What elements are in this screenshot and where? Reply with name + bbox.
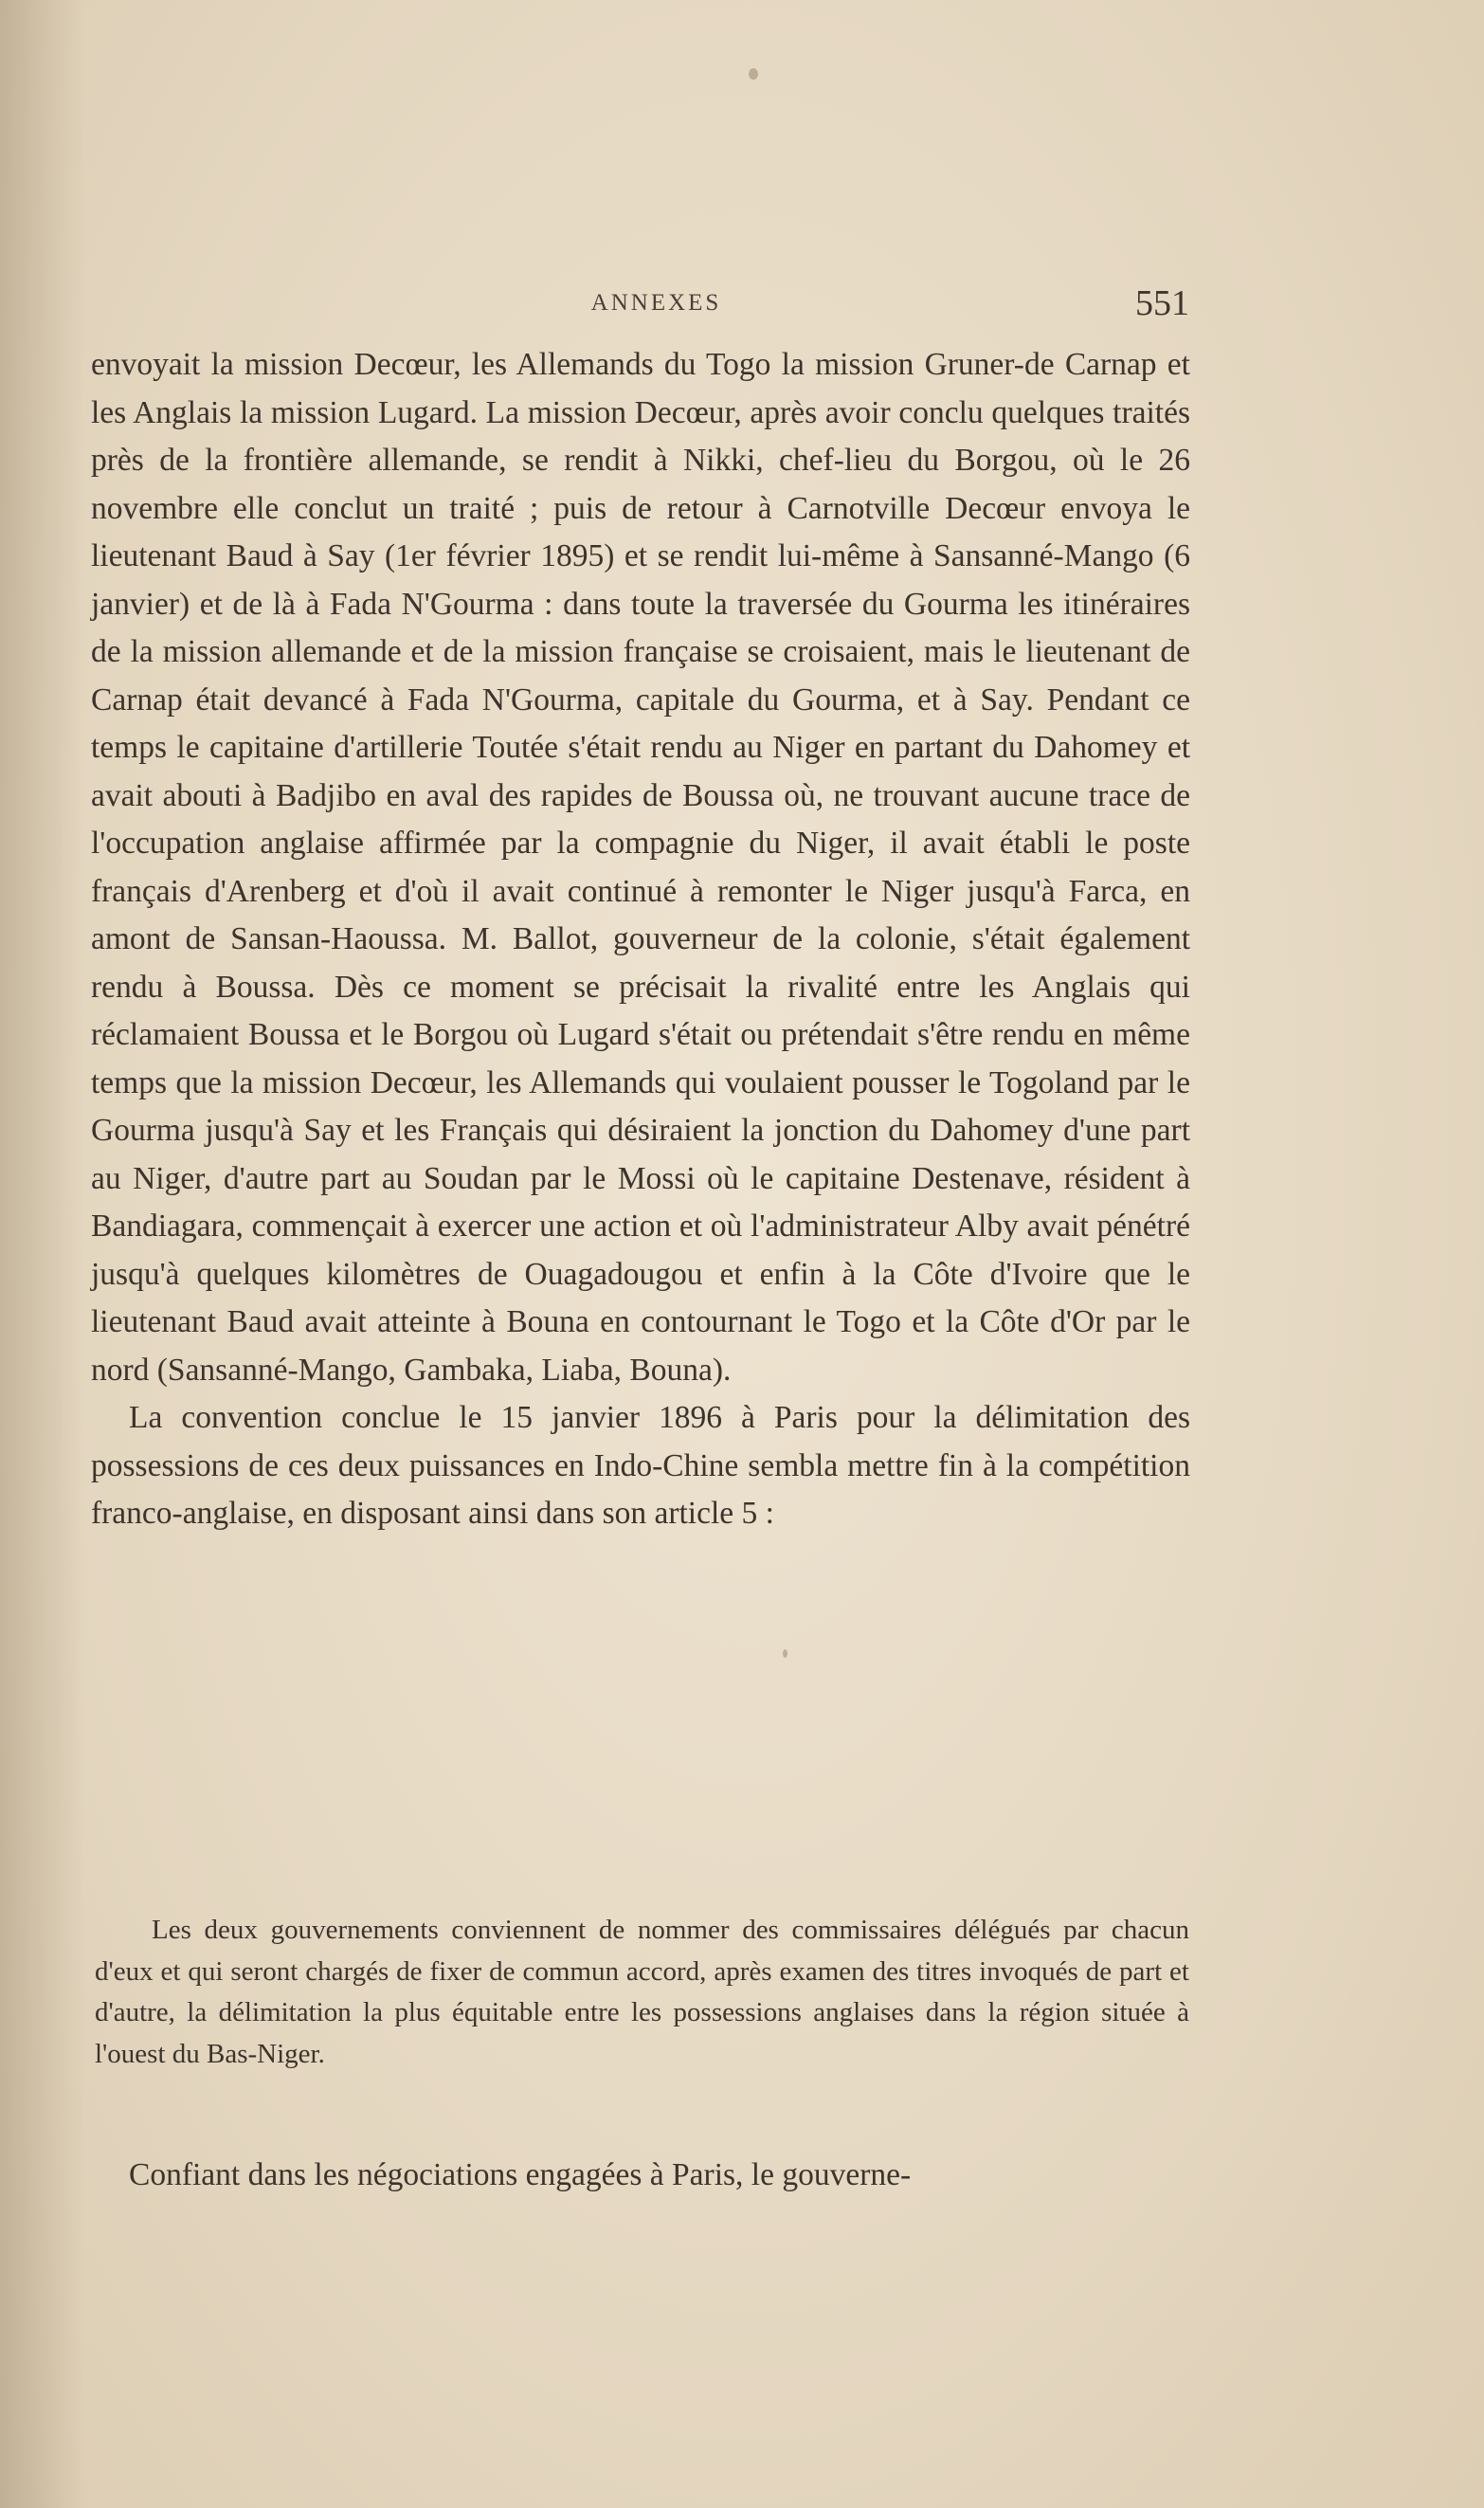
page-number: 551 xyxy=(1135,283,1189,323)
ink-spot xyxy=(749,68,758,80)
paragraph: Confiant dans les négociations engagées à Paris, le gouverne- xyxy=(129,2157,912,2192)
binding-gutter-shadow xyxy=(0,0,85,2508)
main-text xyxy=(91,341,1190,1538)
quote-text: Les deux gouvernements conviennent de nommer des commissaires délégués par chacun d'eux et qui seront chargés de fixer de commun accord, après examen des titres invoqués de part et d'autre, la délimitation la plus équitable entre les possessions anglaises dans la région située à l'ouest du Bas-Niger. xyxy=(95,1915,1189,2069)
ink-spot xyxy=(783,1649,787,1658)
paragraph: La convention conclue le 15 janvier 1896 à Paris pour la délimitation des possessions de ces deux puissances en Indo-Chine sembla mettre fin à la compétition franco-anglaise, en disposant ainsi dans son article 5 : xyxy=(91,1400,1190,1531)
running-head: ANNEXES xyxy=(590,290,722,316)
page-header xyxy=(123,282,1189,330)
quoted-article xyxy=(95,1910,1189,2075)
paragraph: envoyait la mission Decœur, les Allemands du Togo la mission Gruner-de Carnap et les Anglais la mission Lugard. La mission Decœur, après avoir conclu quelques traités près de la frontière allemande, se rendit à Nikki, chef-lieu du Borgou, où le 26 novembre elle conclut un traité ; puis de retour à Carnotville Decœur envoya le lieutenant Baud à Say (1er février 1895) et se rendit lui-même à Sansanné-Mango (6 janvier) et de là à Fada N'Gourma : dans toute la traversée du Gourma les itinéraires de la mission allemande et de la mission française se croisaient, mais le lieutenant de Carnap était devancé à Fada N'Gourma, capitale du Gourma, et à Say. Pendant ce temps le capitaine d'artillerie Toutée s'était rendu au Niger en partant du Dahomey et avait abouti à Badjibo en aval des rapides de Boussa où, ne trouvant aucune trace de l'occupation anglaise affirmée par la compagnie du Niger, il avait établi le poste français d'Arenberg et d'où il avait continué à remonter le Niger jusqu'à Farca, en amont de Sansan-Haoussa. M. Ballot, gouverneur de la colonie, s'était également rendu à Boussa. Dès ce moment se précisait la rivalité entre les Anglais qui réclamaient Boussa et le Borgou où Lugard s'était ou prétendait s'être rendu en même temps que la mission Decœur, les Allemands qui voulaient pousser le Togoland par le Gourma jusqu'à Say et les Français qui désiraient la jonction du Dahomey d'une part au Niger, d'autre part au Soudan par le Mossi où le capitaine Destenave, résident à Bandiagara, commençait à exercer une action et où l'administrateur Alby avait pénétré jusqu'à quelques kilomètres de Ouagadougou et enfin à la Côte d'Ivoire que le lieutenant Baud avait atteinte à Bouna en contournant le Togo et la Côte d'Or par le nord (Sansanné-Mango, Gambaka, Liaba, Bouna). xyxy=(91,347,1190,1388)
closing-text xyxy=(91,2152,1190,2199)
